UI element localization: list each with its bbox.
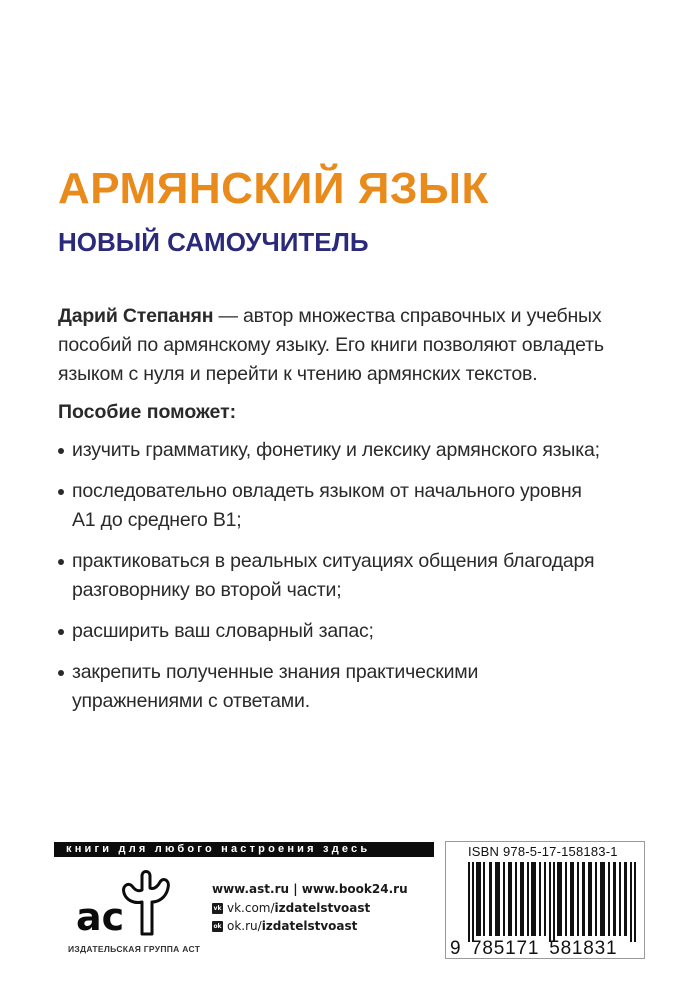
bullet-icon [58, 629, 64, 635]
list-item [58, 658, 648, 716]
logo-text: ac [76, 895, 125, 939]
about-line-2: пособий по армянскому языку. Его книги позволяют овладеть [58, 334, 604, 356]
bullet-icon [58, 670, 64, 676]
ok-prefix: ok.ru/ [227, 919, 262, 933]
book-title: АРМЯНСКИЙ ЯЗЫК [58, 164, 489, 213]
list-item [58, 477, 648, 535]
vk-prefix: vk.com/ [227, 901, 275, 915]
website-links[interactable]: www.ast.ru | www.book24.ru [212, 882, 408, 896]
list-item-line: упражнениями с ответами. [72, 690, 310, 712]
list-item-line: А1 до среднего В1; [72, 509, 242, 531]
list-item-line: разговорнику во второй части; [72, 579, 342, 601]
bullet-icon [58, 559, 64, 565]
publisher-name: ИЗДАТЕЛЬСКАЯ ГРУППА АСТ [68, 944, 201, 954]
list-item [58, 617, 648, 646]
barcode-group-1: 785171 [471, 938, 540, 959]
list-item [58, 547, 648, 605]
about-line-1 [58, 302, 628, 331]
ast-logo-icon [70, 868, 180, 948]
vk-link[interactable] [212, 900, 408, 916]
ok-link[interactable] [212, 918, 408, 934]
author-name: Дарий Степанян [58, 305, 214, 327]
barcode-icon [468, 862, 638, 942]
ok-icon: ok [213, 922, 222, 930]
vk-icon: vk [213, 904, 222, 912]
list-item [58, 436, 648, 465]
list-item-line: последовательно овладеть языком от начального уровня [72, 480, 582, 502]
helps-heading: Пособие поможет: [58, 401, 237, 423]
ok-handle: izdatelstvoast [261, 919, 358, 933]
list-item-line: расширить ваш словарный запас; [72, 620, 374, 642]
list-item-line: практиковаться в реальных ситуациях общения благодаря [72, 550, 595, 572]
about-line-1-rest: — автор множества справочных и учебных [213, 305, 602, 327]
bullet-icon [58, 489, 64, 495]
vk-handle: izdatelstvoast [274, 901, 371, 915]
list-item-line: изучить грамматику, фонетику и лексику армянского языка; [72, 439, 600, 461]
author-description [58, 302, 628, 389]
isbn-label: ISBN 978-5-17-158183-1 [468, 844, 618, 859]
barcode-first-digit: 9 [450, 938, 462, 959]
about-line-3: языком с нуля и перейти к чтению армянских текстов. [58, 363, 538, 385]
barcode-box [445, 841, 645, 959]
barcode-group-2: 581831 [549, 938, 618, 959]
publisher-links [212, 880, 408, 934]
benefits-list [58, 436, 648, 728]
bullet-icon [58, 448, 64, 454]
barcode-digits [450, 938, 640, 960]
book-subtitle: НОВЫЙ САМОУЧИТЕЛЬ [58, 227, 369, 257]
slogan-bar: книги для любого настроения здесь [54, 842, 434, 857]
list-item-line: закрепить полученные знания практическими [72, 661, 479, 683]
